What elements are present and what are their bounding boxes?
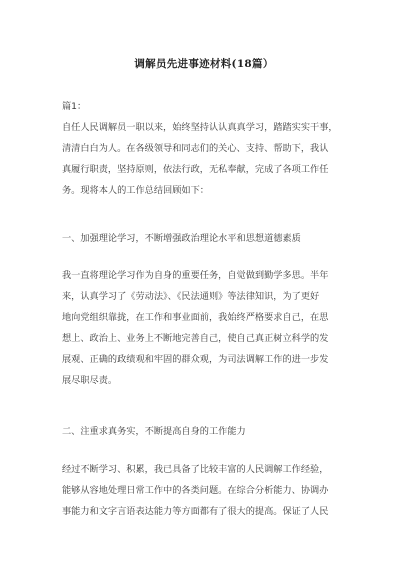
- text-line: 我一直将理论学习作为自身的重要任务，自觉做到勤学多思。半年: [62, 270, 329, 281]
- text-line: 经过不断学习、积累，我已具备了比较丰富的人民调解工作经验，: [62, 464, 329, 475]
- text-line: 展尽职尽责。: [62, 375, 118, 386]
- paragraph-work-ability: [62, 459, 352, 522]
- document-title: 调解员先进事迹材料(18篇）: [134, 58, 274, 70]
- text-line: 务。现将本人的工作总结回顾如下：: [62, 185, 209, 196]
- section-heading-2: 二、注重求真务实，不断提高自身的工作能力: [62, 426, 246, 437]
- paragraph-theory-study: [62, 265, 352, 391]
- text-line: 真履行职责，坚持原则，依法行政，无私奉献，完成了各项工作任: [62, 164, 329, 175]
- text-line: 自任人民调解员一职以来，始终坚持认认真真学习，踏踏实实干事，: [62, 122, 338, 133]
- text-line: 想上、政治上、业务上不断地完善自己，使自己真正树立科学的发: [62, 333, 329, 344]
- text-line: 地向党组织靠拢，在工作和事业面前，我始终严格要求自己，在思: [62, 312, 329, 323]
- paragraph-intro: [62, 117, 352, 201]
- text-line: 清清白白为人。在各级领导和同志们的关心、支持、帮助下，我认: [62, 143, 329, 154]
- part-label: 篇1：: [62, 101, 87, 112]
- section-heading-1: 一、加强理论学习，不断增强政治理论水平和思想道德素质: [62, 233, 301, 244]
- text-line: 来，认真学习了《劳动法》、《民法通则》等法律知识，为了更好: [62, 291, 320, 302]
- text-line: 展观、正确的政绩观和牢固的群众观，为司法调解工作的进一步发: [62, 354, 329, 365]
- text-line: 事能力和文字言语表达能力等方面都有了很大的提高。保证了人民: [62, 506, 329, 517]
- text-line: 能够从容地处理日常工作中的各类问题。在综合分析能力、协调办: [62, 485, 329, 496]
